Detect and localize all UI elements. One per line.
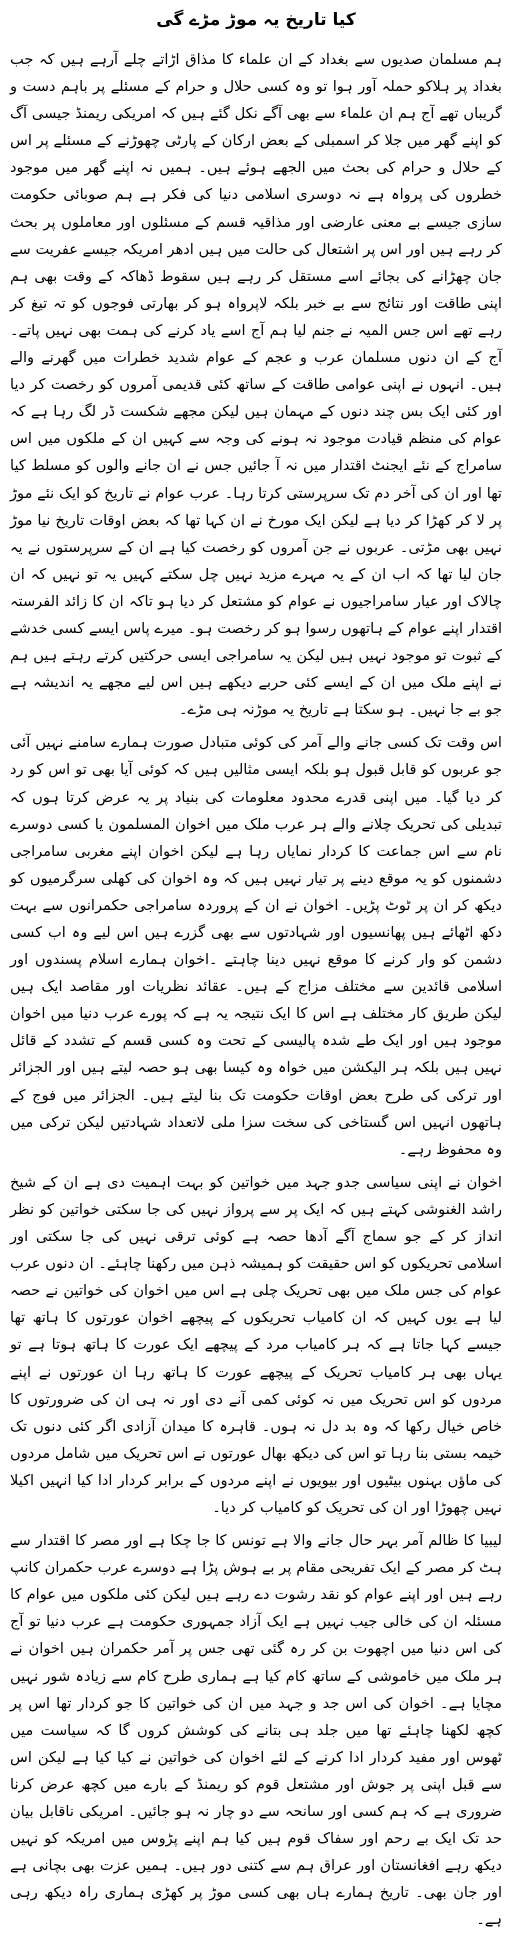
article-paragraph-2: اس وقت تک کسی جانے والے آمر کی کوئی متبادل صورت ہمارے سامنے نہیں آئی جو عربوں کو قابل قبول ہو بلکہ ایسی مثالیں ہیں کہ کوئی آیا بھی تو اس کو رد کر دیا گیا۔ میں اپنی قدرے محدود معلومات کی بنیاد پر یہ عرض کرتا ہوں کہ تبدیلی کی تحریک چلانے والے ہر عرب ملک میں اخوان المسلمون یا کسی دوسرے نام سے اس جماعت کا کردار نمایاں رہا ہے لیکن اخوان اپنے مغربی سامراجی دشمنوں کو یہ موقع دینے پر تیار نہیں ہیں کہ وہ اخوان کی کھلی سرگرمیوں کو دیکھ کر ان پر ٹوٹ پڑیں۔ اخوان نے ان کے پروردہ سامراجی حکمرانوں سے بہت دکھ اٹھائے ہیں پھانسیوں اور شہادتوں سے بھی گزرے ہیں اس لیے وہ اب کسی دشمن کو وار کرنے کا موقع نہیں دینا چاہتے ۔اخوان ہمارے اسلام پسندوں اور اسلامی قائدین سے مختلف مزاج کے ہیں۔ عقائد نظریات اور مقاصد ایک ہیں لیکن طریق کار مختلف ہے اس کا ایک نتیجہ یہ ہے کہ پورے عرب دنیا میں اخوان موجود ہیں اور ایک طے شدہ پالیسی کے تحت وہ کسی قسم کے تشدد کے قائل نہیں ہیں بلکہ ہر الیکشن میں خواہ وہ کیسا بھی ہو حصہ لیتے ہیں اور الجزائر اور ترکی کی طرح بعض اوقات حکومت تک بنا لیتے ہیں۔ الجزائر میں فوج کے ہاتھوں انہیں اس گستاخی کی سخت سزا ملی لاتعداد شہادتیں لیکن ترکی میں وہ محفوظ رہے۔ xyxy=(10,734,502,1158)
article-paragraph-4: لیبیا کا ظالم آمر بہر حال جانے والا ہے تونس کا جا چکا ہے اور مصر کا اقتدار سے ہٹ کر مصر کے ایک تفریحی مقام پر بے ہوش پڑا ہے دوسرے عرب حکمران کانپ رہے ہیں اور اپنے عوام کو نقد رشوت دے رہے ہیں لیکن کئی ملکوں میں عوام کا مسئلہ ان کی خالی جیب نہیں ہے ایک آزاد جمہوری حکومت ہے عرب دنیا تو آج کی اس دنیا میں اچھوت بن کر رہ گئی تھی جس پر آمر حکمران ہیں اخوان نے ہر ملک میں خاموشی کے ساتھ کام کیا ہے ہماری طرح کام سے زیادہ شور نہیں مچایا ہے۔ اخوان کی اس جد و جہد میں ان کی خواتین کا جو کردار تھا اس پر کچھ لکھنا چاہئے تھا میں جلد ہی بتانے کی کوشش کروں گا کہ سیاست میں ٹھوس اور مفید کردار ادا کرنے کے لئے اخوان کی خواتین نے کیا کیا ہے لیکن اس سے قبل اپنی پر جوش اور مشتعل قوم کو ریمنڈ کے بارے میں کچھ عرض کرنا ضروری ہے کہ ہم کسی اور سانحہ سے دو چار نہ ہو جائیں۔ امریکی ناقابل بیان حد تک ایک بے رحم اور سفاک قوم ہیں کیا ہم اپنے پڑوس میں امریکہ کو نہیں دیکھ رہے افغانستان اور عراق ہم سے کتنی دور ہیں۔ ہمیں عزت بھی بچانی ہے اور جان بھی۔ تاریخ ہمارے ہاں بھی کسی موڑ پر کھڑی ہماری راہ دیکھ رہی ہے۔ xyxy=(10,1532,502,1929)
article-title: کیا تاریخ یہ موڑ مڑے گی xyxy=(156,10,356,30)
article-paragraph-1: ہم مسلمان صدیوں سے بغداد کے ان علماء کا مذاق اڑاتے چلے آرہے ہیں کہ جب بغداد پر ہلاکو حملہ آور ہوا تو وہ کسی حلال و حرام کے مسئلے پر باہم دست و گریباں تھے آج ہم ان علماء سے بھی آگے نکل گئے ہیں کہ امریکی ریمنڈ جیسی آگ کو اپنے گھر میں جلا کر اسمبلی کے بعض ارکان کے پارٹی چھوڑنے کے مسئلے پر اس کے حلال و حرام کی بحث میں الجھے ہوئے ہیں۔ ہمیں نہ اپنے گھر میں موجود خطروں کی پرواہ ہے نہ دوسری اسلامی دنیا کی فکر ہے ہم صوبائی حکومت سازی جیسے بے معنی عارضی اور مذاقیہ قسم کے مسئلوں اور معاملوں پر بحث کر رہے ہیں اور اس پر اشتعال کی حالت میں ہیں ادھر امریکہ جیسے عفریت سے جان چھڑانے کی بجائے اسے مستقل کر رہے ہیں سقوط ڈھاکہ کے وقت بھی ہم اپنی طاقت اور نتائج سے بے خبر بلکہ لاپرواہ ہو کر بھارتی فوجوں کو تہ تیغ کر رہے تھے اس جس المیہ نے جنم لیا ہم آج اسے یاد کرنے کی ہمت بھی نہیں پاتے۔ آج کے ان دنوں مسلمان عرب و عجم کے عوام شدید خطرات میں گھرنے والے ہیں۔ انہوں نے اپنی عوامی طاقت کے ساتھ کئی قدیمی آمروں کو رخصت کر دیا اور کئی ایک بس چند دنوں کے مہمان ہیں لیکن مجھے شکست ڈر لگ رہا ہے کہ عوام کی منظم قیادت موجود نہ ہونے کی وجہ سے کہیں ان کے ملکوں میں اس سامراج کے نئے ایجنٹ اقتدار میں نہ آ جائیں جس نے ان جانے والوں کو مسلط کیا تھا اور ان کی آخر دم تک سرپرستی کرتا رہا۔ عرب عوام نے تاریخ کو ایک نئے موڑ پر لا کر کھڑا کر دیا ہے لیکن ایک مورخ نے ان کہا تھا کہ بعض اوقات تاریخ نیا موڑ نہیں بھی مڑتی۔ عربوں نے جن آمروں کو رخصت کیا ہے ان کے سرپرستوں نے یہ جان لیا تھا کہ اب ان کے یہ مہرے مزید نہیں چل سکتے کہیں یہ تو نہیں کہ ان چالاک اور عیار سامراجیوں نے عوام کو مشتعل کر دیا ہو تاکہ ان کا زائد الفرستہ اقتدار اپنے عوام کے ہاتھوں رسوا ہو کر رخصت ہو۔ میرے پاس ایسے کسی خدشے کے ثبوت تو موجود نہیں ہیں لیکن یہ سامراجی ایسی حرکتیں کرتے رہتے ہیں ہم نے اپنے ملک میں ان کے ایسے کئی حربے دیکھے ہیں اس لیے مجھے یہ اندیشہ ہے جو بے جا نہیں۔ ہو سکتا ہے تاریخ یہ موڑنہ ہی مڑے۔ xyxy=(10,51,502,719)
article-paragraph-3: اخوان نے اپنی سیاسی جدو جہد میں خواتین کو بہت اہمیت دی ہے ان کے شیخ راشد الغنوشی کہتے ہیں کہ ایک پر سے پرواز نہیں کی جا سکتی خواتین کو نظر انداز کر کے جو سماج آگے آدھا حصہ ہے کوئی ترقی نہیں کی جا سکتی اور اسلامی تحریکوں کو اس حقیقت کو ہمیشہ ذہن میں رکھنا چاہئے۔ ان دنوں عرب عوام کی جس ملک میں بھی تحریک چلی ہے اس میں اخوان کی خواتین نے حصہ لیا ہے یوں کہیں کہ ان کامیاب تحریکوں کے پیچھے اخوان عورتوں کا ہاتھ تھا جیسے کہا جاتا ہے کہ ہر کامیاب مرد کے پیچھے ایک عورت کا ہاتھ ہوتا ہے تو یہاں بھی ہر کامیاب تحریک کے پیچھے عورت کا ہاتھ رہا ان عورتوں نے اپنے مردوں کو اس تحریک میں نہ کوئی کمی آنے دی اور نہ ہی ان کی ضرورتوں کا خاص خیال رکھا کہ وہ بد دل نہ ہوں۔ قاہرہ کا میدان آزادی اگر کئی دنوں تک خیمہ بستی بنا رہا تو اس کی دیکھ بھال عورتوں نے اس تحریک میں شامل مردوں کی ماؤں بہنوں بیٹیوں اور بیویوں نے اپنے مردوں کے برابر کردار ادا کیا انہیں اکیلا نہیں چھوڑا اور ان کی تحریک کو کامیاب کر دیا۔ xyxy=(10,1173,502,1516)
